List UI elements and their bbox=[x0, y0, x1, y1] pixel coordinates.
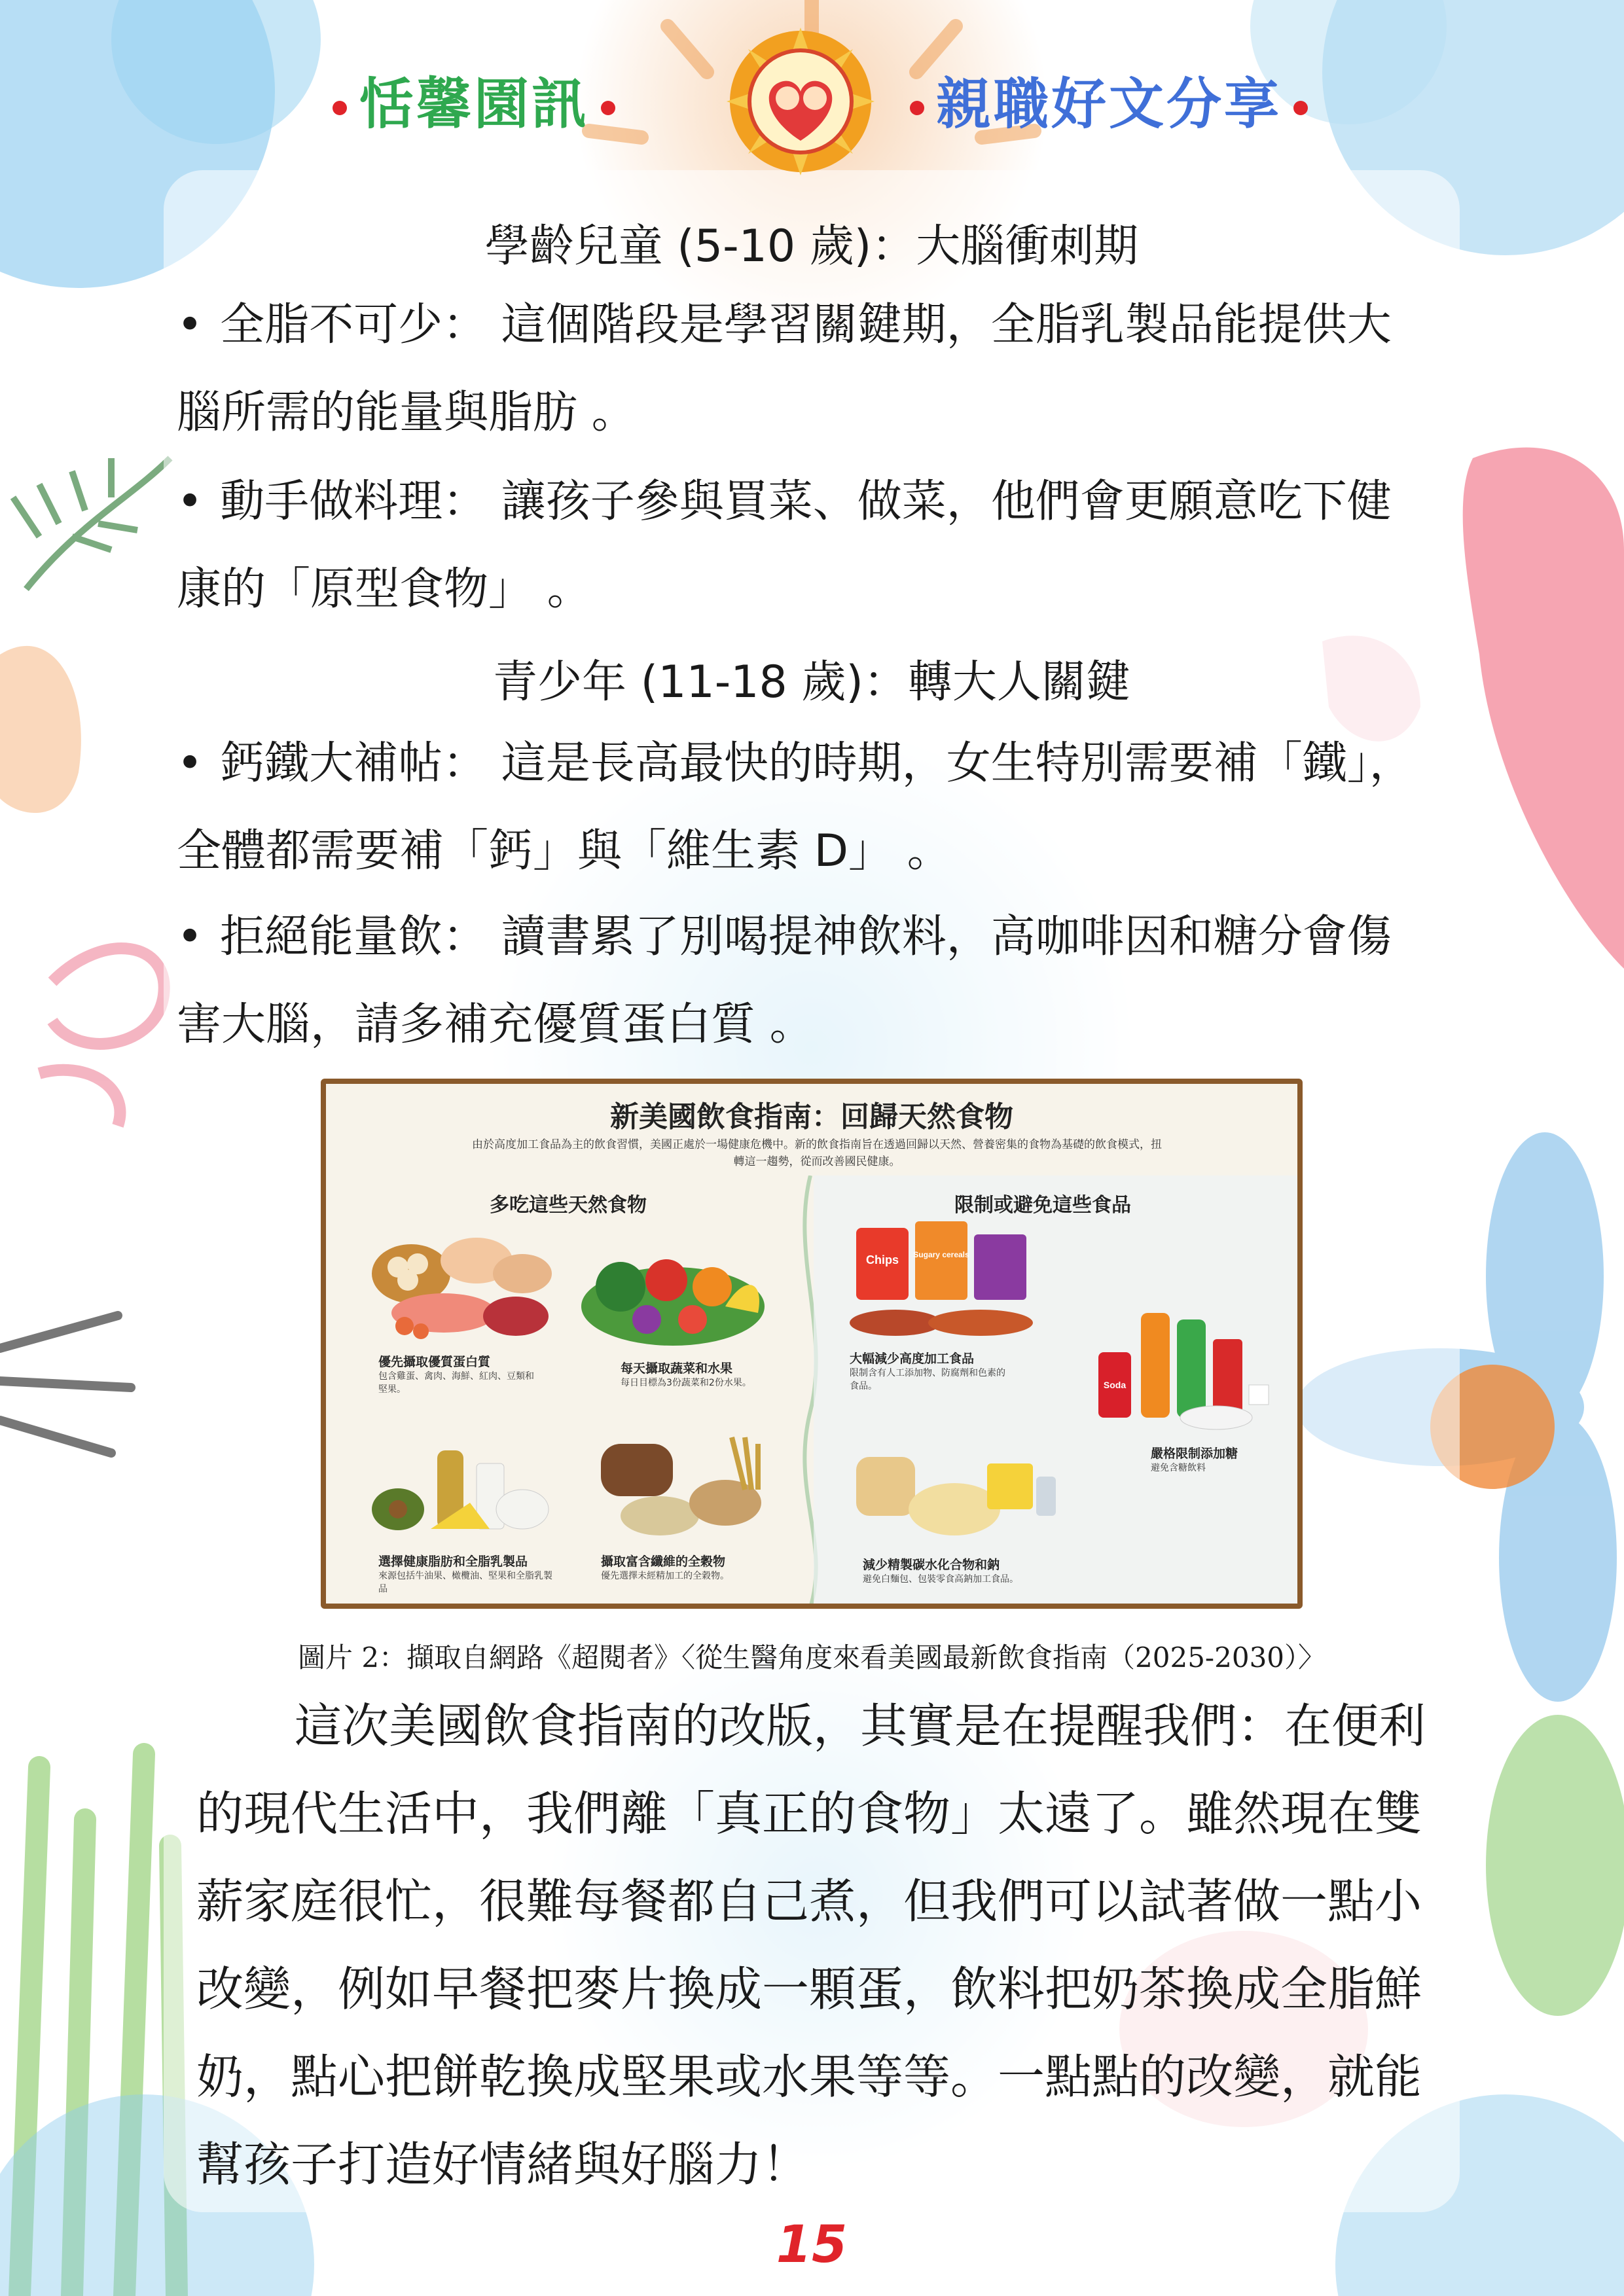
bullet-text: 這是長高最快的時期，女生特別需要補「鐵」，全體都需要補「鈣」與「維生素 D」 。 bbox=[177, 738, 1414, 877]
newsletter-title-text: 恬馨園訊 bbox=[359, 72, 590, 136]
sugary-drinks-illustration bbox=[1079, 1300, 1288, 1431]
bullet-text: 這個階段是學習關鍵期，全脂乳製品能提供大腦所需的能量與脂肪 。 bbox=[177, 299, 1392, 439]
fat-desc: 來源包括牛油果、橄欖油、堅果和全脂乳製品 bbox=[378, 1571, 552, 1594]
bullet-icon: • bbox=[177, 911, 204, 963]
red-dot-icon bbox=[333, 101, 347, 115]
section-heading: 青少年 (11-18 歲)：轉大人關鍵 bbox=[493, 656, 1130, 708]
closing-paragraph: 這次美國飲食指南的改版，其實是在提醒我們：在便利的現代生活中，我們離「真正的食物」太遠了。雖然現在雙薪家庭很忙，很難每餐都自己煮，但我們可以試著做一點小改變，例如早餐把麥片換成一顆蛋，飲料把奶茶換成全脂鮮奶，點心把餅乾換成堅果或水果等等。一點點的改變，就能幫孩子打造好情緒與好腦力！ bbox=[196, 1698, 1426, 2192]
red-dot-icon bbox=[1293, 101, 1308, 115]
left-heading: 多吃這些天然食物 bbox=[490, 1194, 647, 1217]
veg-desc: 每日目標為3份蔬菜和2份水果。 bbox=[621, 1378, 751, 1388]
healthy-fats-illustration bbox=[365, 1431, 555, 1542]
soda-label: Soda bbox=[1103, 1380, 1127, 1390]
processed-item bbox=[850, 1349, 1013, 1393]
bullet-item bbox=[177, 281, 1434, 457]
processed-title: 大幅減少高度加工食品 bbox=[850, 1352, 975, 1366]
sugar-title: 嚴格限制添加糖 bbox=[1151, 1446, 1238, 1461]
grain-item bbox=[601, 1552, 778, 1583]
vegetables-fruits-illustration bbox=[575, 1234, 771, 1352]
bullet-term: 拒絕能量飲： bbox=[220, 911, 488, 963]
infographic-subtitle: 由於高度加工食品為主的飲食習慣，美國正處於一場健康危機中。新的飲食指南旨在透過回歸以天然、營養密集的食物為基礎的飲食模式，扭轉這一趨勢，從而改善國民健康。 bbox=[472, 1138, 1162, 1168]
fat-title: 選擇健康脂肪和全脂乳製品 bbox=[378, 1554, 528, 1569]
bullet-term: 鈣鐵大補帖： bbox=[220, 738, 488, 789]
infographic-title: 新美國飲食指南：回歸天然食物 bbox=[610, 1100, 1013, 1134]
section-heading: 學齡兒童 (5-10 歲)：大腦衝刺期 bbox=[484, 221, 1139, 272]
protein-item bbox=[378, 1352, 542, 1396]
page-number: 15 bbox=[776, 2215, 848, 2274]
veg-item bbox=[621, 1359, 778, 1390]
protein-desc: 包含雞蛋、禽肉、海鮮、紅肉、豆類和堅果。 bbox=[378, 1371, 534, 1395]
protein-title: 優先攝取優質蛋白質 bbox=[378, 1355, 491, 1369]
protein-foods-illustration bbox=[365, 1221, 555, 1346]
section-title bbox=[898, 60, 1320, 139]
carb-desc: 避免白麵包、包裝零食高鈉加工食品。 bbox=[863, 1574, 1019, 1585]
bullet-item bbox=[177, 893, 1434, 1069]
sugar-desc: 避免含糖飲料 bbox=[1151, 1463, 1206, 1473]
red-dot-icon bbox=[910, 101, 924, 115]
whole-grains-illustration bbox=[581, 1431, 778, 1542]
bullet-item bbox=[177, 720, 1434, 895]
fat-item bbox=[378, 1552, 555, 1596]
red-dot-icon bbox=[601, 101, 615, 115]
image-caption: 圖片 2：擷取自網路《超閱者》〈從生醫角度來看美國最新飲食指南（2025-2030）〉 bbox=[297, 1641, 1326, 1674]
bullet-item bbox=[177, 458, 1434, 634]
refined-carbs-illustration bbox=[843, 1431, 1066, 1549]
bullet-text: 讀書累了別喝提神飲料，高咖啡因和糖分會傷害大腦，請多補充優質蛋白質 。 bbox=[177, 911, 1392, 1050]
chips-label: Chips bbox=[865, 1253, 899, 1266]
bullet-icon: • bbox=[177, 299, 204, 351]
cereal-label: Sugary cereals bbox=[913, 1250, 969, 1259]
newsletter-title bbox=[321, 60, 627, 139]
processed-desc: 限制含有人工添加物、防腐劑和色素的食品。 bbox=[850, 1368, 1005, 1391]
school-logo bbox=[725, 26, 876, 177]
section-title-text: 親職好文分享 bbox=[936, 72, 1282, 136]
bullet-icon: • bbox=[177, 476, 204, 528]
veg-title: 每天攝取蔬菜和水果 bbox=[621, 1361, 733, 1376]
bullet-text: 讓孩子參與買菜、做菜，他們會更願意吃下健康的「原型食物」 。 bbox=[177, 476, 1392, 615]
carb-title: 減少精製碳水化合物和鈉 bbox=[863, 1558, 1000, 1572]
right-heading: 限制或避免這些食品 bbox=[954, 1194, 1131, 1217]
bullet-term: 全脂不可少： bbox=[220, 299, 488, 351]
diet-guide-infographic bbox=[321, 1079, 1303, 1609]
grain-title: 攝取富含纖維的全穀物 bbox=[601, 1554, 726, 1569]
carb-item bbox=[863, 1555, 1072, 1586]
bullet-icon: • bbox=[177, 738, 204, 789]
bullet-term: 動手做料理： bbox=[220, 476, 488, 528]
grain-desc: 優先選擇未經精加工的全穀物。 bbox=[601, 1571, 729, 1581]
processed-foods-illustration bbox=[843, 1215, 1053, 1346]
sugar-item bbox=[1151, 1444, 1282, 1475]
